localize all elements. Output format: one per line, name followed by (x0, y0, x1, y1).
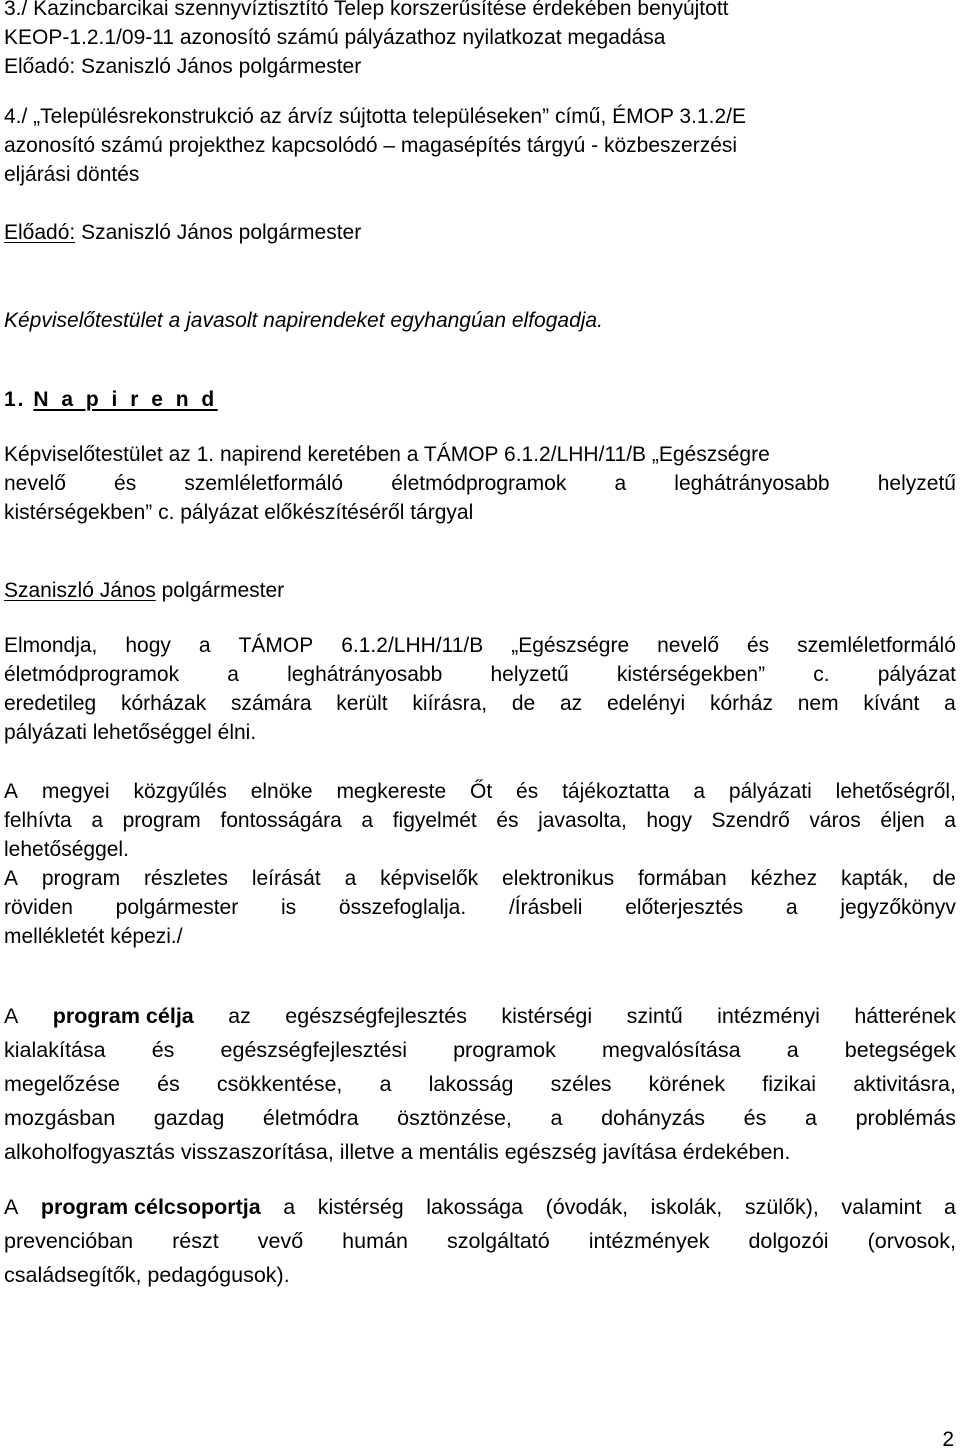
word: Szendrő (711, 809, 790, 832)
target-lead: A (4, 1195, 19, 1219)
target-bold: program célcsoportja (40, 1195, 261, 1219)
paragraph-line (4, 1067, 956, 1101)
word: figyelmét (392, 809, 477, 832)
word: számára (230, 692, 312, 715)
paragraph-line: családsegítők, pedagógusok). (4, 1263, 290, 1287)
speaker-title: polgármester (155, 579, 285, 602)
word: a (361, 809, 374, 832)
presenter-name: Szaniszló János polgármester (75, 221, 362, 244)
word: vevő (257, 1229, 304, 1253)
word: dolgozói (748, 1229, 829, 1253)
word: az (228, 1004, 251, 1028)
word: intézmények (588, 1229, 710, 1253)
word: szintű (626, 1004, 683, 1028)
agenda-item-4-presenter (4, 218, 956, 247)
paragraph-line (4, 1101, 956, 1135)
word: (orvosok, (867, 1229, 956, 1253)
word: összefoglalja. (338, 896, 467, 919)
word: a (944, 692, 956, 715)
paragraph-line (4, 777, 956, 806)
word: pályázati (728, 780, 812, 803)
word: és (114, 472, 137, 495)
agenda-item-3-presenter: Előadó: Szaniszló János polgármester (4, 55, 362, 78)
word: gazdag (153, 1106, 225, 1130)
paragraph-line (4, 631, 956, 660)
word: szolgáltató (446, 1229, 550, 1253)
paragraph-line (4, 864, 956, 893)
agenda-item-4-line: eljárási döntés (4, 163, 140, 186)
word: aktivitásra, (853, 1072, 956, 1096)
word: és (157, 1072, 180, 1096)
word: csökkentése, (216, 1072, 343, 1096)
word: és (743, 1106, 767, 1130)
word: kistérség (317, 1195, 404, 1219)
word: lakossága (426, 1195, 524, 1219)
word: részt (172, 1229, 219, 1253)
word: polgármester (115, 896, 239, 919)
word: város (809, 809, 861, 832)
agenda-item-4 (4, 102, 956, 247)
paragraph-2 (4, 777, 956, 951)
agenda-item-4-line: azonosító számú projekthez kapcsolódó – magasépítés tárgyú - közbeszerzési (4, 134, 738, 157)
paragraph-line: mellékletét képezi./ (4, 925, 183, 948)
word: megkereste (336, 780, 447, 803)
word: körének (648, 1072, 726, 1096)
word: ösztönzése, (397, 1106, 512, 1130)
word: felhívta (4, 809, 72, 832)
paragraph-line (4, 660, 956, 689)
word: a (614, 472, 627, 495)
word: a (785, 896, 798, 919)
word: /Írásbeli (508, 896, 583, 919)
word: A (4, 780, 19, 803)
word: programok (453, 1038, 556, 1062)
word: edelényi (606, 692, 686, 715)
word: és (151, 1038, 175, 1062)
word: TÁMOP (238, 634, 314, 657)
word: dohányzás (601, 1106, 706, 1130)
word: A (4, 867, 19, 890)
word: elektronikus (502, 867, 615, 890)
word: valamint (841, 1195, 922, 1219)
word: nem (797, 692, 839, 715)
word: lehetőségről, (835, 780, 956, 803)
paragraph-line (4, 806, 956, 835)
agenda-acceptance: Képviselőtestület a javasolt napirendeket egyhangúan elfogadja. (4, 309, 603, 332)
word: és (516, 780, 539, 803)
word: a (379, 1072, 392, 1096)
word: életmódprogramok (4, 663, 180, 686)
word: program (41, 867, 121, 890)
word: életmódprogramok (391, 472, 567, 495)
word: megelőzése (4, 1072, 120, 1096)
word: részletes (143, 867, 228, 890)
word: nevelő (657, 634, 720, 657)
word: a (550, 1106, 563, 1130)
word: a (344, 867, 357, 890)
word: megvalósítása (601, 1038, 741, 1062)
word: éljen (880, 809, 925, 832)
paragraph-1 (4, 631, 956, 747)
word: helyzetű (490, 663, 569, 686)
word: leghátrányosabb (287, 663, 443, 686)
word: került (336, 692, 388, 715)
word: kistérségi (501, 1004, 593, 1028)
word: is (280, 896, 297, 919)
goal-bold: program célja (52, 1004, 194, 1028)
word: kívánt (863, 692, 920, 715)
word: 6.1.2/LHH/11/B (341, 634, 484, 657)
word: formában (637, 867, 727, 890)
napirend-intro (4, 440, 956, 527)
paragraph-line (4, 1190, 956, 1224)
word: kórházak (121, 692, 207, 715)
paragraph-line: pályázati lehetőséggel élni. (4, 721, 257, 744)
word: szemléletformáló (797, 634, 956, 657)
word: humán (342, 1229, 408, 1253)
word: intézményi (717, 1004, 820, 1028)
word: életmódra (262, 1106, 359, 1130)
word: nevelő (4, 472, 66, 495)
word: a (283, 1195, 296, 1219)
word: kézhez (750, 867, 818, 890)
word: „Egészségre (511, 634, 630, 657)
word: röviden (4, 896, 73, 919)
word: kapták, (840, 867, 909, 890)
word: közgyűlés (133, 780, 227, 803)
word: hogy (125, 634, 171, 657)
word: helyzetű (877, 472, 956, 495)
word: javasolta, (538, 809, 627, 832)
word: fontosságára (220, 809, 342, 832)
word: kialakítása (4, 1038, 106, 1062)
word: előterjesztés (625, 896, 744, 919)
word: Őt (470, 780, 493, 803)
napirend-intro-line (4, 469, 956, 498)
word: egészségfejlesztési (220, 1038, 407, 1062)
word: prevencióban (4, 1229, 134, 1253)
word: a (944, 809, 956, 832)
paragraph-line: lehetőséggel. (4, 838, 129, 861)
word: kistérségekben” (616, 663, 766, 686)
goal-lead: A (4, 1004, 19, 1028)
word: a (805, 1106, 817, 1130)
word: az (559, 692, 583, 715)
word: szemléletformáló (184, 472, 344, 495)
paragraph-line (4, 893, 956, 922)
napirend-number: 1. (4, 388, 26, 411)
word: szülők), (744, 1195, 819, 1219)
word: tájékoztatta (562, 780, 670, 803)
word: és (747, 634, 770, 657)
word: iskolák, (650, 1195, 723, 1219)
napirend-intro-line: Képviselőtestület az 1. napirend keretében a TÁMOP 6.1.2/LHH/11/B „Egészségre (4, 443, 770, 466)
agenda-item-4-line: 4./ „Településrekonstrukció az árvíz sújtotta településeken” című, ÉMOP 3.1.2/E (4, 105, 746, 128)
word: pályázat (877, 663, 956, 686)
presenter-label: Előadó: (4, 221, 76, 244)
paragraph-line (4, 1224, 956, 1258)
word: (óvodák, (545, 1195, 629, 1219)
word: problémás (855, 1106, 956, 1130)
paragraph-line (4, 999, 956, 1033)
napirend-heading (4, 385, 956, 414)
word: de (511, 692, 536, 715)
agenda-item-3 (4, 0, 956, 81)
paragraph-line (4, 1033, 956, 1067)
word: képviselők (380, 867, 479, 890)
word: széles (550, 1072, 612, 1096)
page-number: 2 (942, 1428, 954, 1451)
word: és (496, 809, 519, 832)
program-target-paragraph (4, 1190, 956, 1292)
word: Elmondja, (4, 634, 98, 657)
word: hogy (646, 809, 692, 832)
word: leírását (251, 867, 321, 890)
word: betegségek (844, 1038, 956, 1062)
word: mozgásban (4, 1106, 116, 1130)
word: lakosság (428, 1072, 514, 1096)
napirend-title: N a p i r e n d (33, 388, 218, 411)
paragraph-line (4, 689, 956, 718)
word: hátterének (854, 1004, 956, 1028)
word: megyei (41, 780, 110, 803)
program-goal-paragraph (4, 999, 956, 1169)
word: kiírásra, (412, 692, 488, 715)
word: a (943, 1195, 956, 1219)
word: c. (813, 663, 830, 686)
speaker-name: Szaniszló János (4, 579, 156, 602)
word: egészségfejlesztés (285, 1004, 467, 1028)
word: a (786, 1038, 799, 1062)
speaker (4, 576, 956, 605)
word: eredetileg (4, 692, 97, 715)
word: a (227, 663, 239, 686)
word: jegyzőkönyv (840, 896, 956, 919)
word: leghátrányosabb (674, 472, 830, 495)
word: a (693, 780, 706, 803)
word: a (198, 634, 211, 657)
document-page (4, 0, 956, 1292)
agenda-item-3-line: 3./ Kazincbarcikai szennyvíztisztító Telep korszerűsítése érdekében benyújtott (4, 0, 729, 20)
word: de (932, 867, 956, 890)
word: program (122, 809, 201, 832)
word: fizikai (762, 1072, 817, 1096)
word: elnöke (250, 780, 313, 803)
agenda-item-3-line: KEOP-1.2.1/09-11 azonosító számú pályázathoz nyilatkozat megadása (4, 26, 666, 49)
napirend-intro-line: kistérségekben” c. pályázat előkészítéséről tárgyal (4, 501, 474, 524)
paragraph-line: alkoholfogyasztás visszaszorítása, illetve a mentális egészség javítása érdekében. (4, 1140, 791, 1164)
word: kórház (709, 692, 773, 715)
word: a (91, 809, 103, 832)
